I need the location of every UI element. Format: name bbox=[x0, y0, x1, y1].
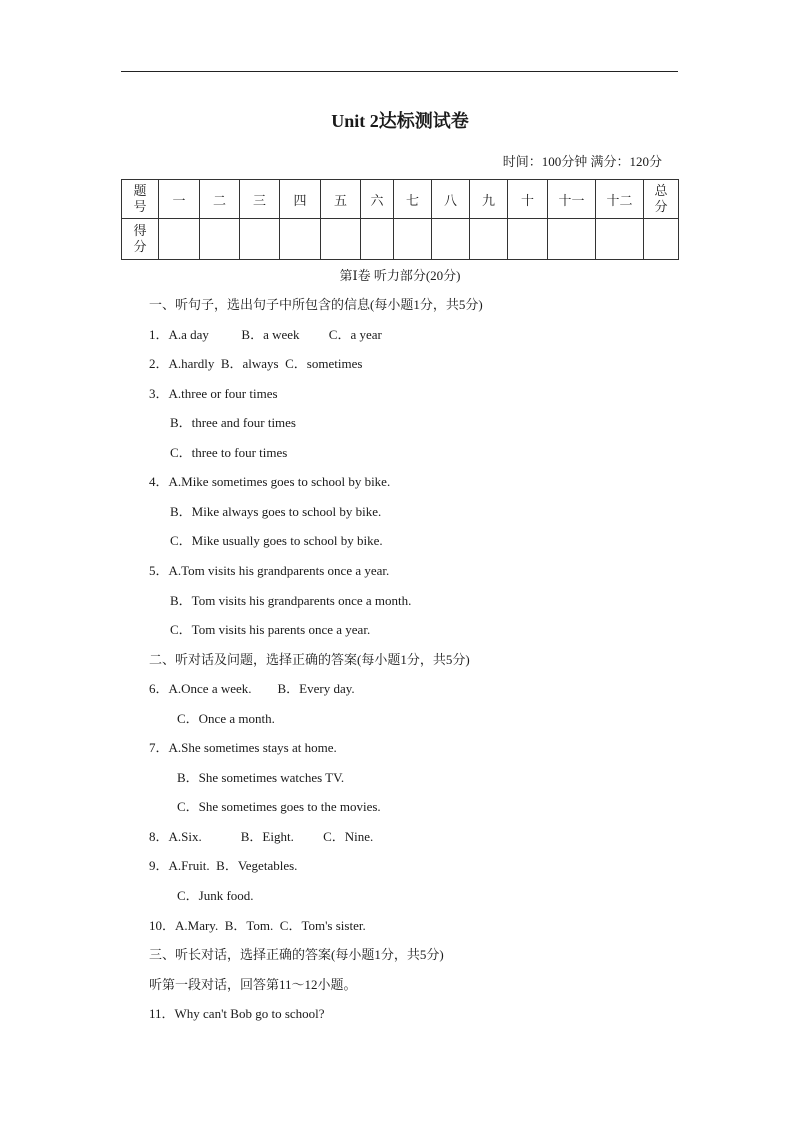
question-label-char: 题 bbox=[133, 183, 147, 198]
question-line: C．She sometimes goes to the movies. bbox=[177, 799, 381, 814]
section-heading: 二、听对话及问题，选择正确的答案(每小题1分，共5分) bbox=[149, 652, 470, 667]
question-line: C．Junk food. bbox=[177, 888, 254, 903]
question-line: 听第一段对话，回答第11～12小题。 bbox=[149, 977, 357, 992]
question-line: C．Mike usually goes to school by bike. bbox=[170, 533, 383, 548]
question-line: 11．Why can't Bob go to school? bbox=[149, 1006, 325, 1021]
section-heading: 三、听长对话，选择正确的答案(每小题1分，共5分) bbox=[149, 947, 444, 962]
column-header: 十 bbox=[508, 180, 548, 219]
question-number-label-cell bbox=[122, 180, 159, 219]
score-cell bbox=[470, 219, 508, 260]
question-line: B．Tom visits his grandparents once a month. bbox=[170, 593, 412, 608]
question-line: 3．A.three or four times bbox=[149, 386, 278, 401]
question-line: 10．A.Mary. B．Tom. C．Tom's sister. bbox=[149, 918, 366, 933]
header-rule bbox=[121, 71, 678, 72]
score-cell bbox=[548, 219, 596, 260]
question-label-char: 号 bbox=[133, 199, 147, 214]
section-heading: 一、听句子，选出句子中所包含的信息(每小题1分，共5分) bbox=[149, 297, 483, 312]
exam-meta: 时间：100分钟 满分：120分 bbox=[502, 154, 662, 169]
column-header: 六 bbox=[361, 180, 394, 219]
score-cell bbox=[644, 219, 679, 260]
column-header: 八 bbox=[432, 180, 470, 219]
question-line: 1．A.a day B．a week C．a year bbox=[149, 327, 382, 342]
page-title: Unit 2达标测试卷 bbox=[331, 111, 469, 131]
score-cell bbox=[200, 219, 240, 260]
question-line: 7．A.She sometimes stays at home. bbox=[149, 740, 337, 755]
question-line: 4．A.Mike sometimes goes to school by bike. bbox=[149, 474, 391, 489]
column-header: 七 bbox=[394, 180, 432, 219]
column-header: 九 bbox=[470, 180, 508, 219]
question-line: 6．A.Once a week. B．Every day. bbox=[149, 681, 355, 696]
column-header: 四 bbox=[280, 180, 321, 219]
question-line: B．She sometimes watches TV. bbox=[177, 770, 345, 785]
question-line: C．Tom visits his parents once a year. bbox=[170, 622, 371, 637]
score-label-char: 得 bbox=[133, 223, 147, 238]
score-cell bbox=[394, 219, 432, 260]
column-header: 一 bbox=[159, 180, 200, 219]
column-header: 十一 bbox=[548, 180, 596, 219]
section-title: 第Ⅰ卷 听力部分(20分) bbox=[339, 268, 461, 283]
score-table-header-row bbox=[122, 180, 679, 219]
score-cell bbox=[321, 219, 361, 260]
score-cell bbox=[240, 219, 280, 260]
question-line: 5．A.Tom visits his grandparents once a year. bbox=[149, 563, 390, 578]
question-line: C．three to four times bbox=[170, 445, 288, 460]
total-label-cell bbox=[644, 180, 679, 219]
column-header: 三 bbox=[240, 180, 280, 219]
column-header: 二 bbox=[200, 180, 240, 219]
question-line: 2．A.hardly B．always C．sometimes bbox=[149, 356, 363, 371]
score-cell bbox=[159, 219, 200, 260]
score-cell bbox=[432, 219, 470, 260]
score-table bbox=[121, 179, 679, 260]
score-cell bbox=[280, 219, 321, 260]
question-line: B．three and four times bbox=[170, 415, 296, 430]
question-line: C．Once a month. bbox=[177, 711, 275, 726]
total-label-char: 分 bbox=[654, 199, 668, 214]
score-label-char: 分 bbox=[133, 239, 147, 254]
score-cell bbox=[596, 219, 644, 260]
score-table-score-row bbox=[122, 219, 679, 260]
score-label-cell bbox=[122, 219, 159, 260]
column-header: 十二 bbox=[596, 180, 644, 219]
total-label-char: 总 bbox=[654, 183, 668, 198]
column-header: 五 bbox=[321, 180, 361, 219]
question-line: 9．A.Fruit. B．Vegetables. bbox=[149, 858, 298, 873]
score-cell bbox=[361, 219, 394, 260]
score-cell bbox=[508, 219, 548, 260]
question-line: 8．A.Six. B．Eight. C．Nine. bbox=[149, 829, 374, 844]
question-line: B．Mike always goes to school by bike. bbox=[170, 504, 382, 519]
